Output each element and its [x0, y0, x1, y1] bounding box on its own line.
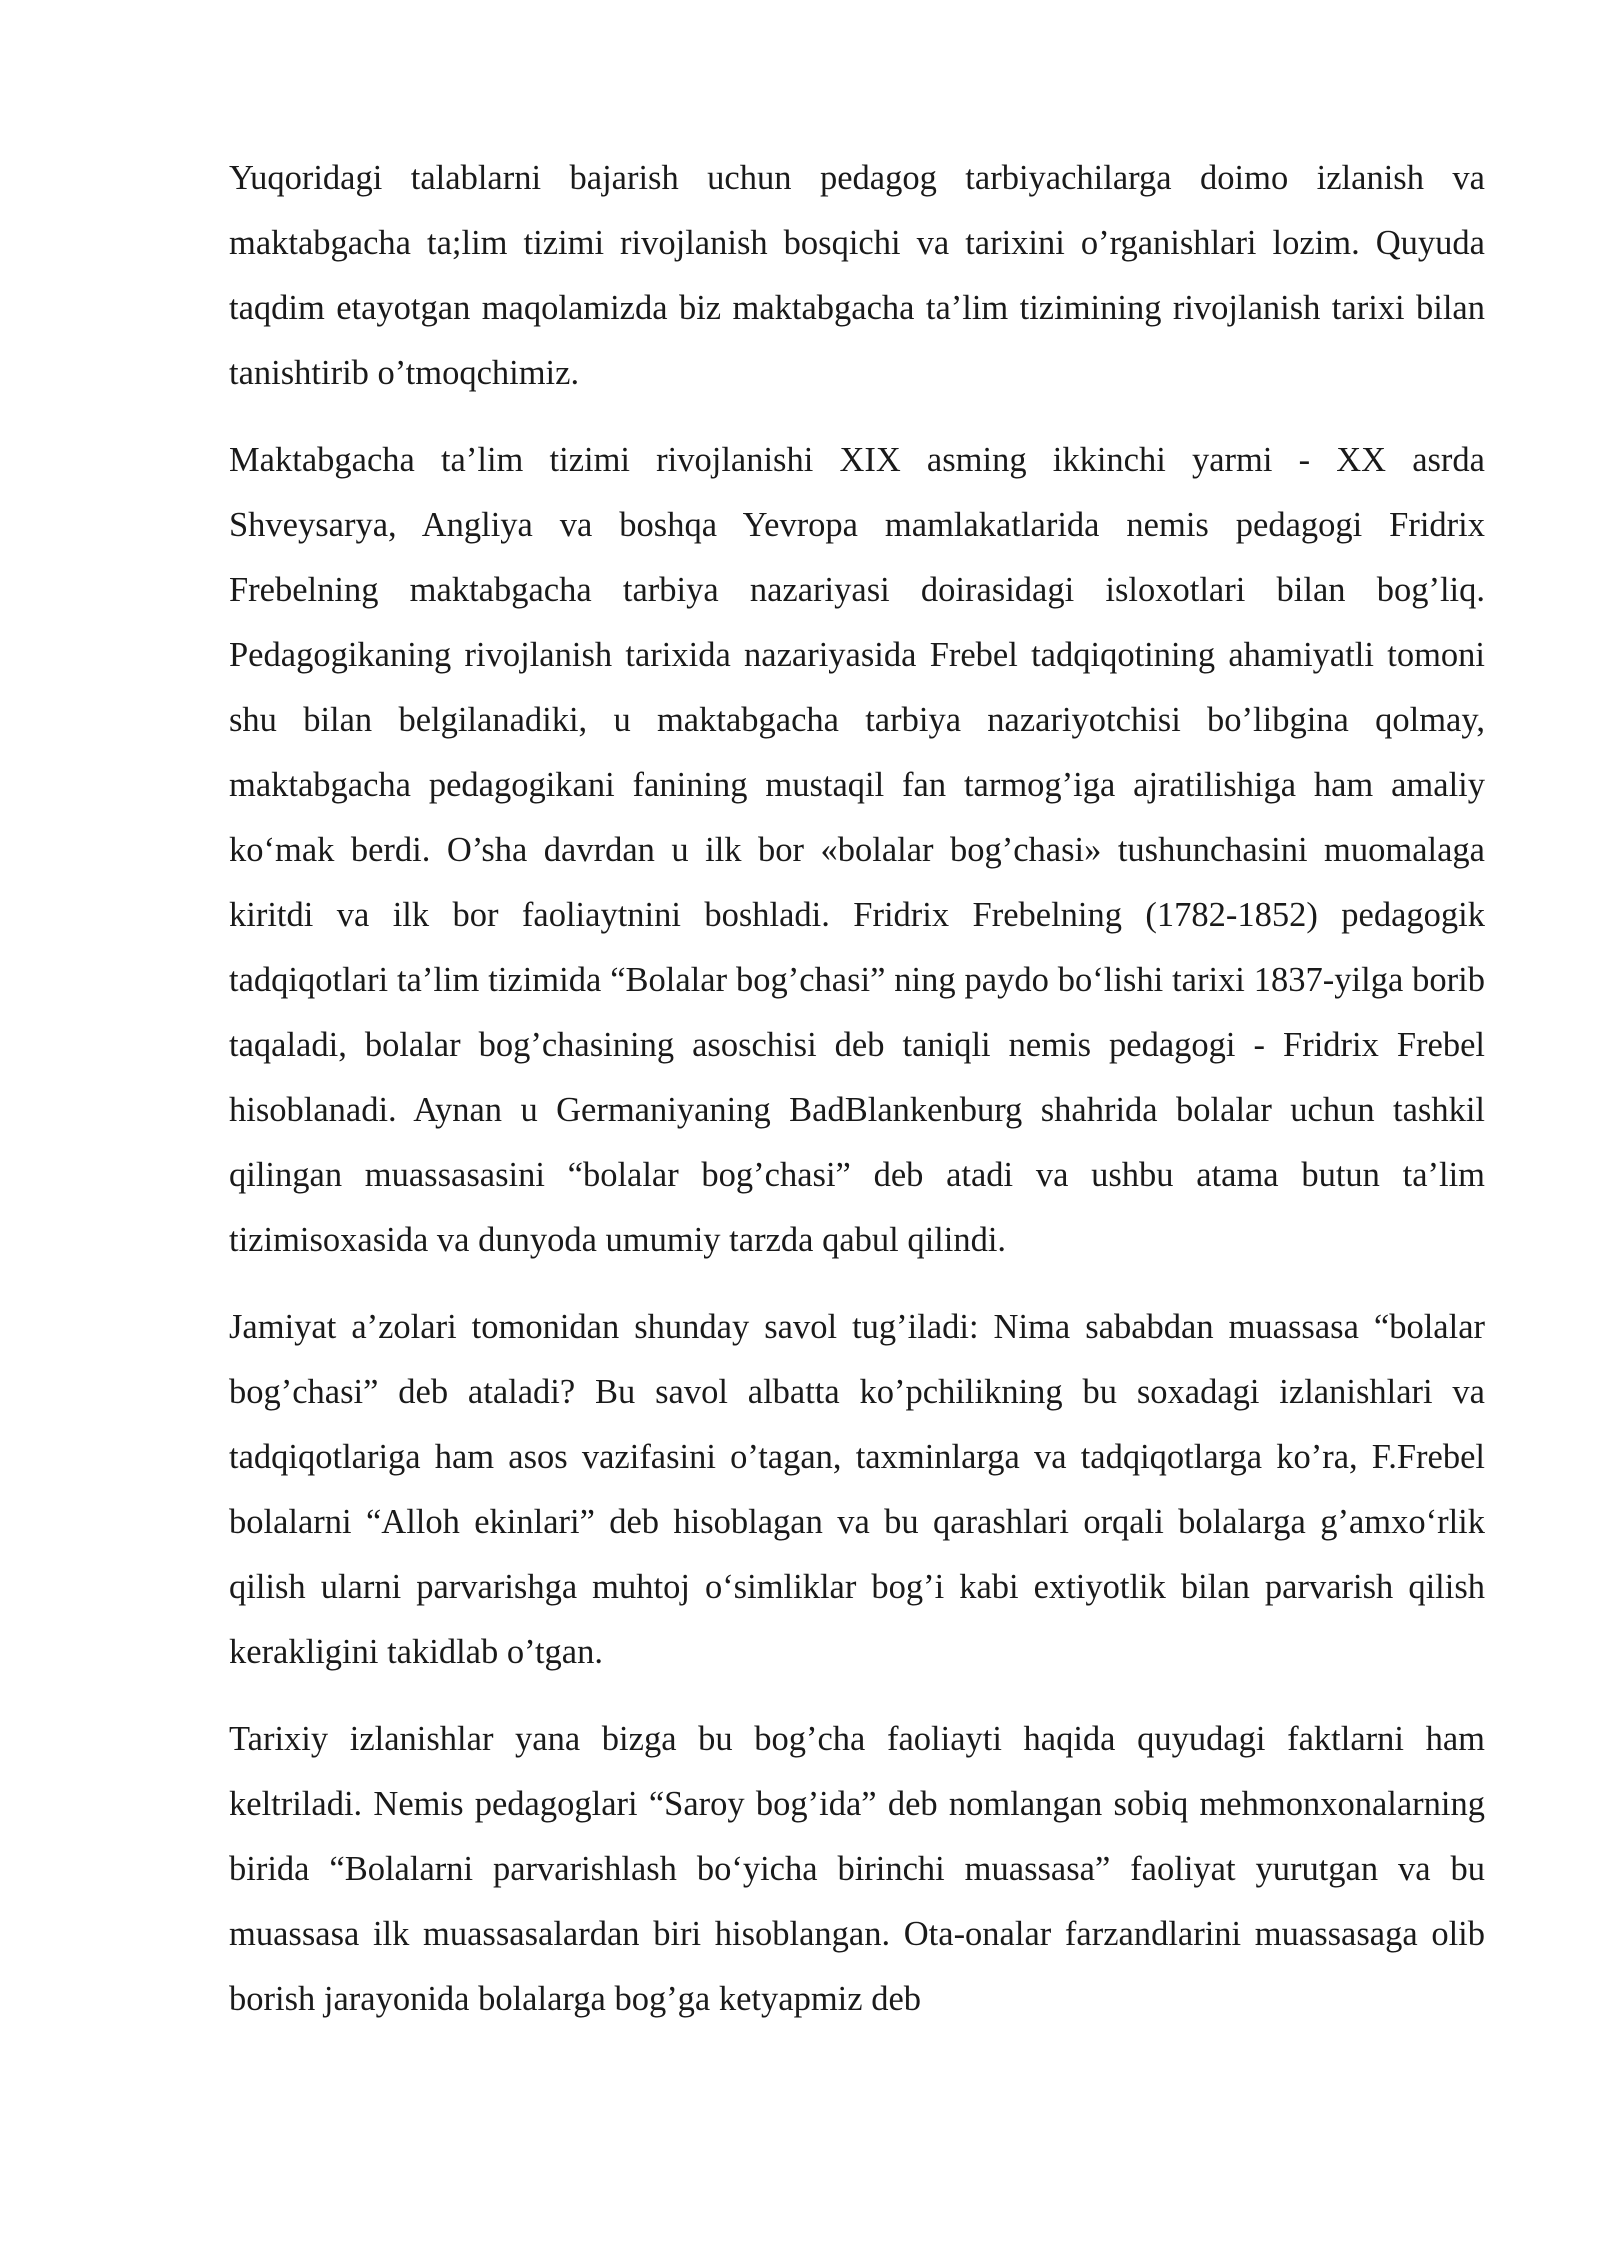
paragraph-2: Maktabgacha ta’lim tizimi rivojlanishi XIX asming ikkinchi yarmi - XX asrda Shveysarya, Angliya va boshqa Yevropa mamlakatlarida nemis pedagogi Fridrix Frebelning maktabgacha tarbiya nazariyasi doirasidagi isloxotlari bilan bog’liq. Pedagogikaning rivojlanish tarixida nazariyasida Frebel tadqiqotining ahamiyatli tomoni shu bilan belgilanadiki, u maktabgacha tarbiya nazariyotchisi bo’libgina qolmay, maktabgacha pedagogikani fanining mustaqil fan tarmog’iga ajratilishiga ham amaliy ko‘mak berdi. O’sha davrdan u ilk bor «bolalar bog’chasi» tushunchasini muomalaga kiritdi va ilk bor faoliaytnini boshladi. Fridrix Frebelning (1782-1852) pedagogik tadqiqotlari ta’lim tizimida “Bolalar bog’chasi” ning paydo bo‘lishi tarixi 1837-yilga borib taqaladi, bolalar bog’chasining asoschisi deb taniqli nemis pedagogi - Fridrix Frebel hisoblanadi. Aynan u Germaniyaning BadBlankenburg shahrida bolalar uchun tashkil qilingan muassasasini “bolalar bog’chasi” deb atadi va ushbu atama butun ta’lim tizimisoxasida va dunyoda umumiy tarzda qabul qilindi.: [229, 441, 1485, 1259]
paragraph-3: Jamiyat a’zolari tomonidan shunday savol tug’iladi: Nima sababdan muassasa “bolalar bog’chasi” deb ataladi? Bu savol albatta ko’pchilikning bu soxadagi izlanishlari va tadqiqotlariga ham asos vazifasini o’tagan, taxminlarga va tadqiqotlarga ko’ra, F.Frebel bolalarni “Alloh ekinlari” deb hisoblagan va bu qarashlari orqali bolalarga g’amxo‘rlik qilish ularni parvarishga muhtoj o‘simliklar bog’i kabi extiyotlik bilan parvarish qilish kerakligini takidlab o’tgan.: [229, 1308, 1485, 1671]
document-body: [229, 146, 1485, 2054]
paragraph-4: Tarixiy izlanishlar yana bizga bu bog’cha faoliayti haqida quyudagi faktlarni ham keltriladi. Nemis pedagoglari “Saroy bog’ida” deb nomlangan sobiq mehmonxonalarning birida “Bolalarni parvarishlash bo‘yicha birinchi muassasa” faoliyat yurutgan va bu muassasa ilk muassasalardan biri hisoblangan. Ota-onalar farzandlarini muassasaga olib borish jarayonida bolalarga bog’ga ketyapmiz deb: [229, 1720, 1485, 2018]
paragraph-1: Yuqoridagi talablarni bajarish uchun pedagog tarbiyachilarga doimo izlanish va maktabgacha ta;lim tizimi rivojlanish bosqichi va tarixini o’rganishlari lozim. Quyuda taqdim etayotgan maqolamizda biz maktabgacha ta’lim tizimining rivojlanish tarixi bilan tanishtirib o’tmoqchimiz.: [229, 159, 1485, 392]
